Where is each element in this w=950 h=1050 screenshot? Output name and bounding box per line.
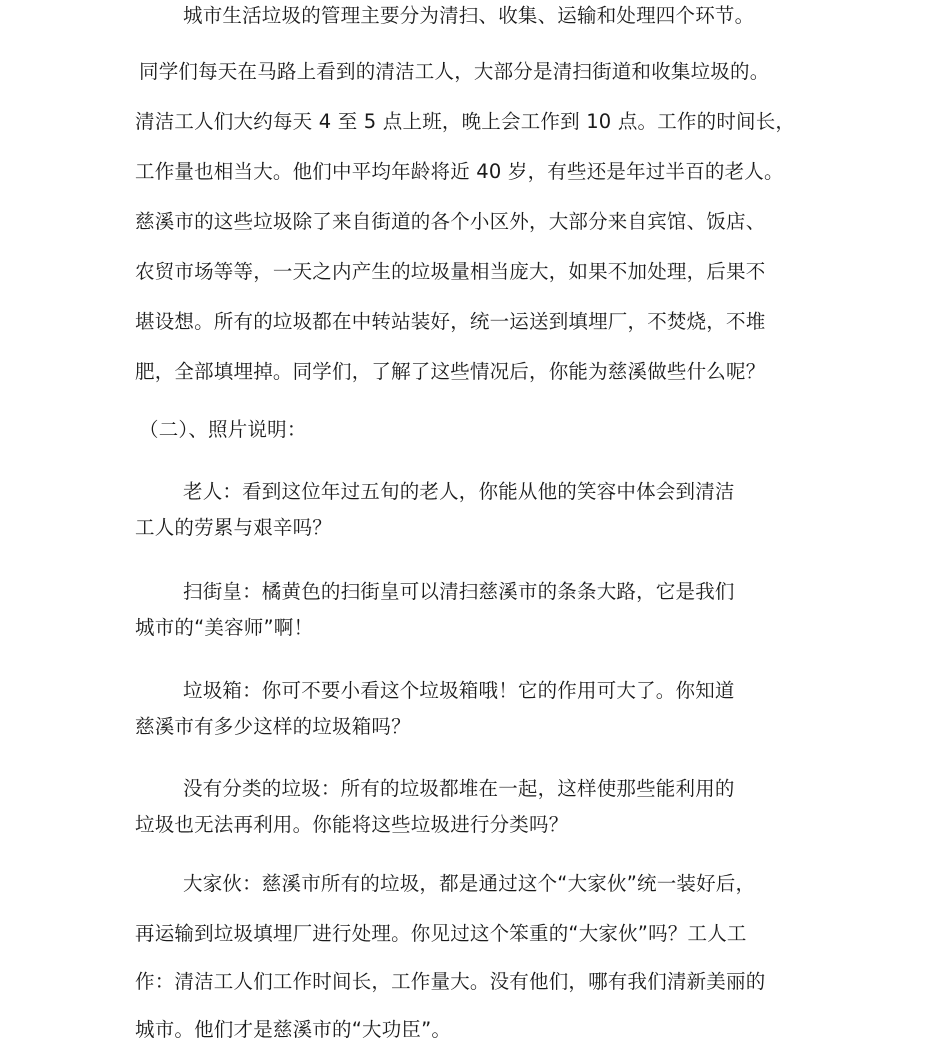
intro-line-8: 肥，全部填埋掉。同学们，了解了这些情况后，你能为慈溪做些什么呢？	[135, 360, 766, 383]
intro-line-2: 同学们每天在马路上看到的清洁工人，大部分是清扫街道和收集垃圾的。	[139, 60, 770, 83]
caption-elder-line-1: 老人：看到这位年过五旬的老人，你能从他的笑容中体会到清洁	[183, 480, 735, 503]
closing-line-1: 大家伙：慈溪市所有的垃圾，都是通过这个“大家伙”统一装好后，	[183, 872, 756, 895]
intro-line-3: 清洁工人们大约每天 4 至 5 点上班，晚上会工作到 10 点。工作的时间长，	[135, 110, 796, 133]
intro-line-6: 农贸市场等等，一天之内产生的垃圾量相当庞大，如果不加处理，后果不	[135, 260, 766, 283]
intro-line-7: 堪设想。所有的垃圾都在中转站装好，统一运送到填埋厂，不焚烧，不堆	[135, 310, 766, 333]
closing-line-2: 再运输到垃圾填埋厂进行处理。你见过这个笨重的“大家伙”吗？工人工	[135, 922, 747, 945]
intro-line-5: 慈溪市的这些垃圾除了来自街道的各个小区外，大部分来自宾馆、饭店、	[135, 210, 766, 233]
closing-line-4: 城市。他们才是慈溪市的“大功臣”。	[135, 1018, 452, 1041]
caption-bin-line-1: 垃圾箱：你可不要小看这个垃圾箱哦！它的作用可大了。你知道	[183, 679, 735, 702]
caption-sweeper-line-2: 城市的“美容师”啊！	[135, 616, 314, 639]
intro-line-4: 工作量也相当大。他们中平均年龄将近 40 岁，有些还是年过半百的老人。	[135, 160, 784, 183]
caption-elder-line-2: 工人的劳累与艰辛吗？	[135, 516, 333, 539]
caption-bin-line-2: 慈溪市有多少这样的垃圾箱吗？	[135, 715, 411, 738]
closing-line-3: 作：清洁工人们工作时间长，工作量大。没有他们，哪有我们清新美丽的	[135, 970, 766, 993]
caption-unsorted-line-1: 没有分类的垃圾：所有的垃圾都堆在一起，这样使那些能利用的	[183, 777, 735, 800]
caption-unsorted-line-2: 垃圾也无法再利用。你能将这些垃圾进行分类吗？	[135, 813, 569, 836]
intro-line-1: 城市生活垃圾的管理主要分为清扫、收集、运输和处理四个环节。	[183, 4, 755, 27]
section-heading: （二）、照片说明：	[139, 418, 307, 441]
caption-sweeper-line-1: 扫街皇：橘黄色的扫街皇可以清扫慈溪市的条条大路，它是我们	[183, 580, 735, 603]
